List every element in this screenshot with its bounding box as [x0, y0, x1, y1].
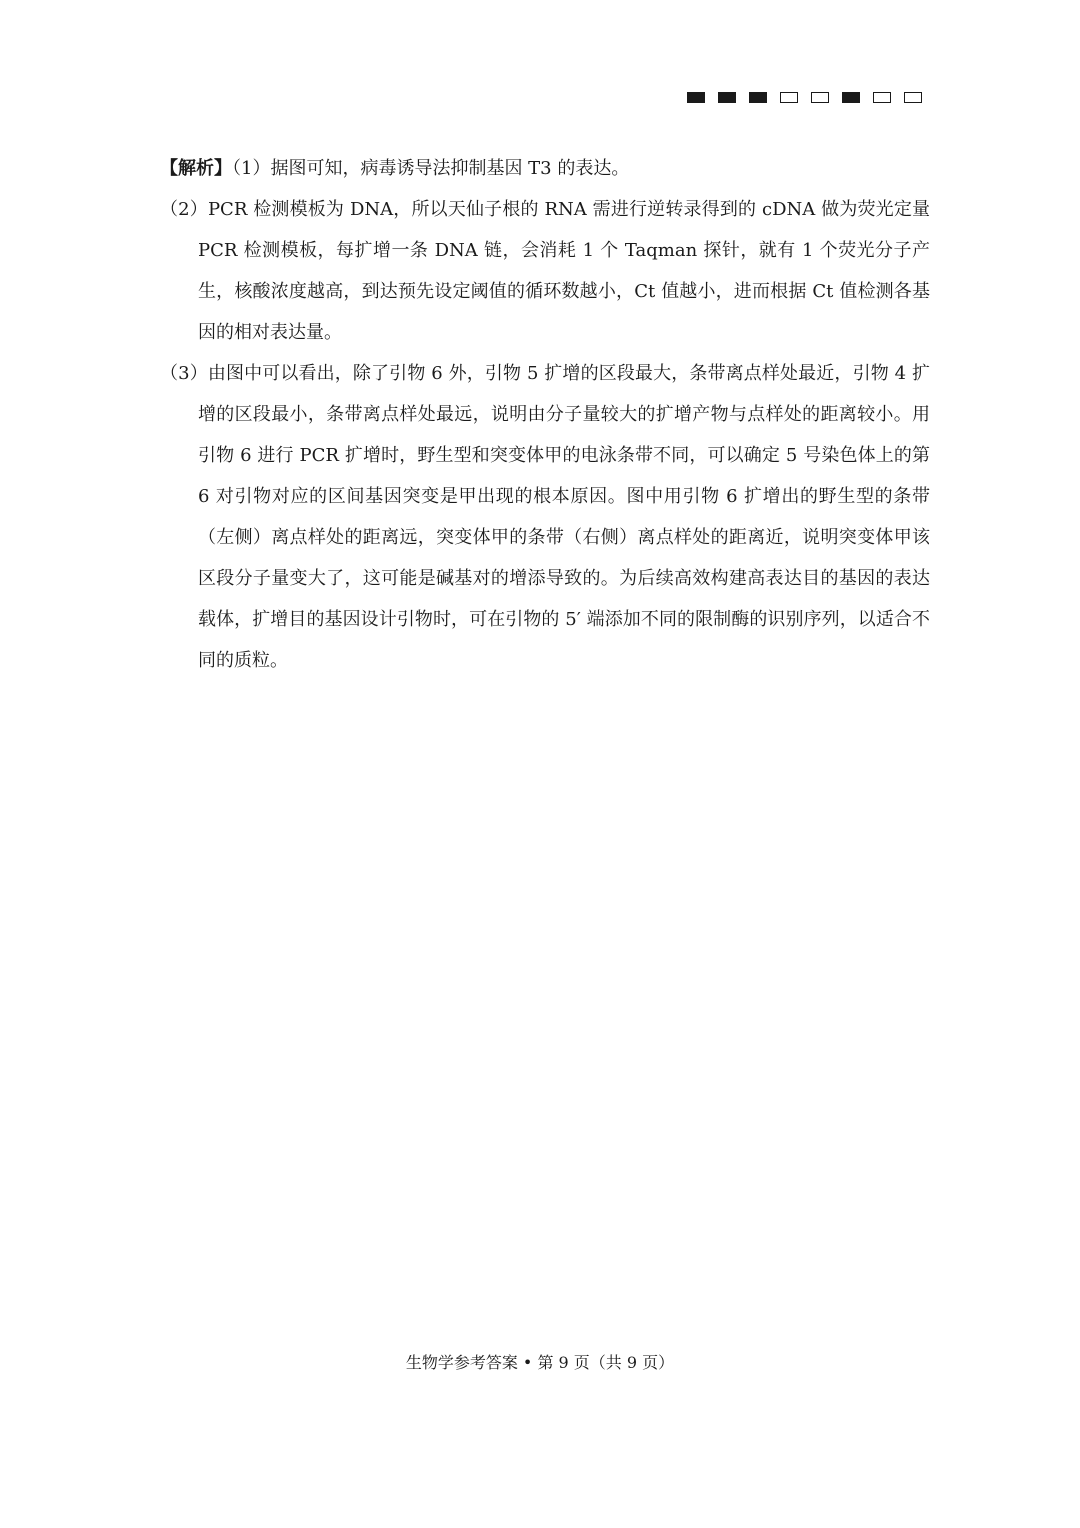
- analysis-section: [160, 148, 930, 681]
- header-mark-5: [811, 92, 829, 103]
- header-mark-4: [780, 92, 798, 103]
- analysis-label: 【解析】: [160, 158, 232, 179]
- page-footer: 生物学参考答案 • 第 9 页（共 9 页）: [405, 1353, 675, 1372]
- header-mark-3: [749, 92, 767, 103]
- header-mark-1: [687, 92, 705, 103]
- header-mark-2: [718, 92, 736, 103]
- header-mark-7: [873, 92, 891, 103]
- header-marks: [687, 92, 922, 103]
- analysis-paragraph-1: [160, 148, 930, 189]
- header-mark-8: [904, 92, 922, 103]
- analysis-paragraph-3: （3）由图中可以看出，除了引物 6 外，引物 5 扩增的区段最大，条带离点样处最近，引物 4 扩增的区段最小，条带离点样处最远，说明由分子量较大的扩增产物与点样处的距离较小。用引物 6 进行 PCR 扩增时，野生型和突变体甲的电泳条带不同，可以确定 5 号染色体上的第 6 对引物对应的区间基因突变是甲出现的根本原因。图中用引物 6 扩增出的野生型的条带（左侧）离点样处的距离远，突变体甲的条带（右侧）离点样处的距离近，说明突变体甲该区段分子量变大了，这可能是碱基对的增添导致的。为后续高效构建高表达目的基因的表达载体，扩增目的基因设计引物时，可在引物的 5′ 端添加不同的限制酶的识别序列，以适合不同的质粒。: [160, 363, 930, 671]
- analysis-p1-text: （1）据图可知，病毒诱导法抑制基因 T3 的表达。: [232, 158, 630, 179]
- header-mark-6: [842, 92, 860, 103]
- analysis-paragraph-2: （2）PCR 检测模板为 DNA，所以天仙子根的 RNA 需进行逆转录得到的 cDNA 做为荧光定量 PCR 检测模板，每扩增一条 DNA 链，会消耗 1 个 Taqman 探针，就有 1 个荧光分子产生，核酸浓度越高，到达预先设定阈值的循环数越小，Ct 值越小，进而根据 Ct 值检测各基因的相对表达量。: [160, 199, 930, 343]
